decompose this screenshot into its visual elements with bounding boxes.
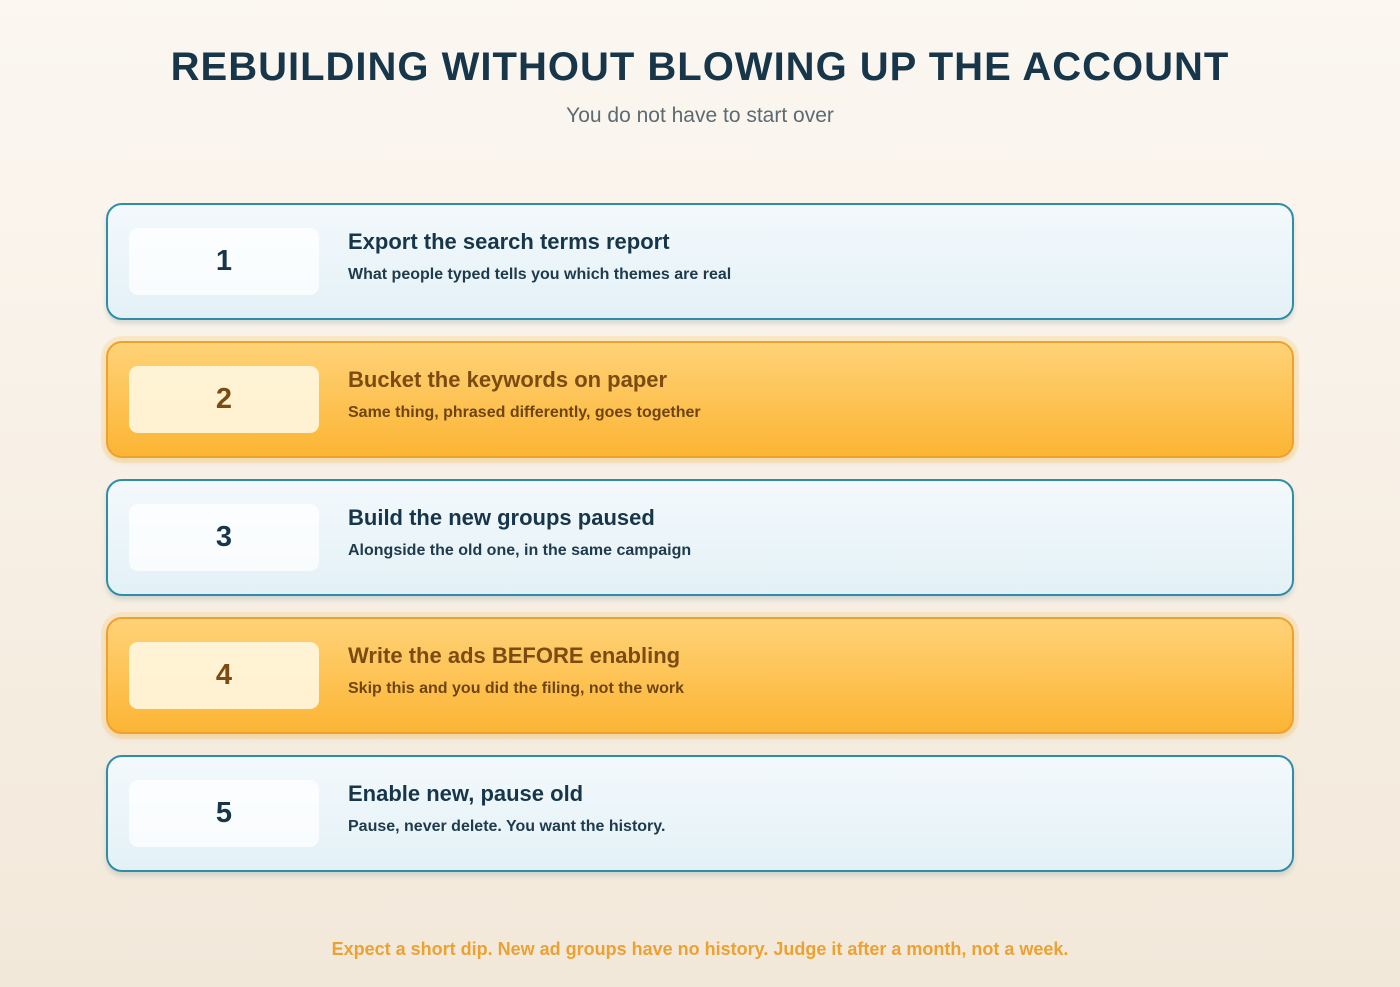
step-card-2 (106, 341, 1294, 458)
step-card-4 (106, 617, 1294, 734)
diagram-subtitle: You do not have to start over (566, 104, 834, 127)
step-description: Pause, never delete. You want the history. (348, 818, 666, 835)
step-title: Enable new, pause old (348, 781, 584, 806)
step-number-badge: 1 (129, 228, 319, 295)
step-number-badge: 5 (129, 780, 319, 847)
step-title: Bucket the keywords on paper (348, 367, 668, 392)
step-description: Same thing, phrased differently, goes together (348, 404, 701, 421)
step-card-3 (106, 479, 1294, 596)
step-card-5 (106, 755, 1294, 872)
step-description: Skip this and you did the filing, not the work (348, 680, 684, 697)
footer-note: Expect a short dip. New ad groups have no history. Judge it after a month, not a week. (331, 939, 1069, 959)
step-description: What people typed tells you which themes are real (348, 266, 732, 283)
step-card-1 (106, 203, 1294, 320)
step-number-badge: 4 (129, 642, 319, 709)
step-title: Write the ads BEFORE enabling (348, 643, 681, 668)
step-description: Alongside the old one, in the same campaign (348, 542, 692, 559)
diagram-title: REBUILDING WITHOUT BLOWING UP THE ACCOUNT (170, 45, 1230, 89)
step-number-badge: 3 (129, 504, 319, 571)
step-title: Export the search terms report (348, 229, 670, 254)
step-number-badge: 2 (129, 366, 319, 433)
step-title: Build the new groups paused (348, 505, 655, 530)
